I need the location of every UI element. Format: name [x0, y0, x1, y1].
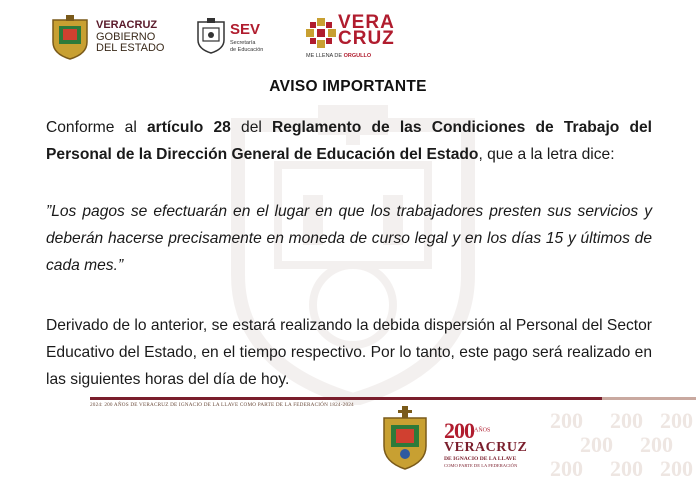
- gobierno-logo-text: [96, 20, 164, 55]
- anniversary-number: 200: [444, 418, 474, 443]
- sev-shield-icon: [196, 18, 226, 54]
- gobierno-line2: GOBIERNO: [96, 30, 156, 43]
- notice-title: AVISO IMPORTANTE: [269, 78, 427, 95]
- veracruz-star-icon: [306, 18, 336, 48]
- vera-logo: [338, 12, 395, 49]
- anniversary-sub2: COMO PARTE DE LA FEDERACIÓN: [444, 463, 518, 468]
- ghost-200-pattern: 200 200 200 200 200 200 200 200: [550, 408, 693, 481]
- sev-sub2: de Educación: [230, 46, 264, 53]
- vera-slogan-pre: ME LLENA DE: [306, 53, 344, 59]
- veracruz-shield-icon: [50, 14, 90, 60]
- sev-sub1: Secretaría: [230, 40, 256, 46]
- p1-e: , que a la letra dice:: [478, 146, 615, 163]
- anniversary-sub1: DE IGNACIO DE LA LLAVE: [444, 456, 517, 462]
- footer-coat-of-arms-icon: [380, 406, 430, 470]
- footer-divider-light: [602, 397, 696, 400]
- anniversary-veracruz: VERACRUZ: [444, 440, 528, 455]
- vera-slogan: [306, 53, 371, 59]
- gobierno-line3: DEL ESTADO: [96, 42, 165, 54]
- sev-title: SEV: [230, 21, 261, 38]
- paragraph-article: [46, 114, 652, 168]
- vera-slogan-bold: ORGULLO: [343, 53, 372, 59]
- paragraph-quote: ”Los pagos se efectuarán en el lugar en que los trabajadores presten sus servicios y deberán hacerse precisamente en moneda de curso legal y en los días 15 y últimos de cada mes.”: [46, 203, 652, 274]
- p1-regulation-name: Reglamento de las Condiciones de Trabajo del Personal de la Dirección General de Educación del Estado: [46, 119, 653, 163]
- footer-caption: 2024: 200 AÑOS DE VERACRUZ DE IGNACIO DE LA LLAVE COMO PARTE DE LA FEDERACIÓN 1824-2024: [90, 402, 354, 408]
- anniversary-anos: AÑOS: [474, 427, 491, 434]
- p1-a: Conforme al: [46, 119, 147, 136]
- p1-c: del: [230, 119, 273, 136]
- gobierno-line1: VERACRUZ: [96, 19, 158, 31]
- vera-line1: VERA: [338, 12, 395, 33]
- paragraph-derived: Derivado de lo anterior, se estará realizando la debida dispersión al Personal del Sector Educativo del Estado, en el tiempo respectivo. Por lo tanto, este pago será realizado en las siguientes horas del día de hoy.: [46, 317, 652, 388]
- footer-divider: [90, 397, 602, 400]
- p1-article-ref: artículo 28: [146, 119, 231, 136]
- vera-line2: CRUZ: [338, 28, 395, 49]
- sev-subtitle: [230, 40, 263, 53]
